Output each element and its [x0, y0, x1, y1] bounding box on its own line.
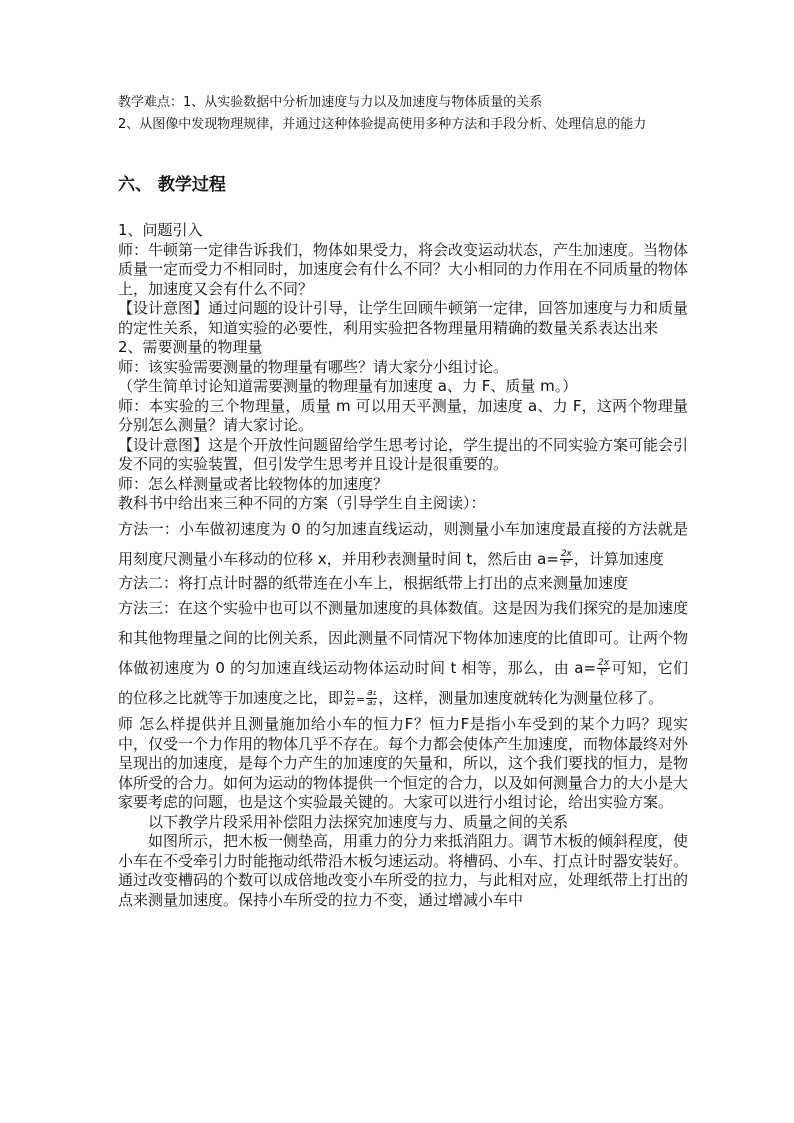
s1-title: 1、问题引入: [118, 221, 203, 239]
method1: [118, 514, 688, 574]
s2-paragraph2: （学生简单讨论知道需要测量的物理量有加速度 a、力 F、质量 m。）: [118, 377, 578, 395]
document-page: [118, 92, 688, 910]
formula-a-2x-t2-second: [597, 659, 610, 678]
s2-paragraph6: 教科书中给出来三种不同的方案（引导学生自主阅读）：: [118, 494, 486, 512]
formula3-right-numerator: a₁: [367, 688, 377, 698]
s2-paragraph1: 师：该实验需要测量的物理量有哪些？请大家分小组讨论。: [118, 357, 509, 376]
s1-paragraph1: 师：牛顿第一定律告诉我们，物体如果受力，将会改变运动状态，产生加速度。当物体质量一定而受力不相同时，加速度会有什么不同？大小相同的力作用在不同质量的物体上，加速度又会有什么不同？: [118, 240, 689, 298]
formula1-numerator: 2x: [560, 548, 572, 559]
s2-title: 2、需要测量的物理量: [118, 338, 263, 356]
formula3-left-denominator: x₂: [345, 698, 354, 708]
s2-paragraph3: 师：本实验的三个物理量，质量 m 可以用天平测量，加速度 a、力 F，这两个物理量分别怎么测量？请大家讨论。: [118, 396, 688, 434]
formula-a-ratio: [366, 689, 377, 708]
s2-paragraph9: 如图所示，把木板一侧垫高，用重力的分力来抵消阻力。调节木板的倾斜程度，使小车在不受牵引力时能拖动纸带沿木板匀速运动。将槽码、小车、打点计时器安装好。通过改变槽码的个数可以成倍地改变小车所受的拉力，与此相对应，处理纸带上打出的点来测量加速度。保持小车所受的拉力不变，通过增减小车中: [118, 832, 689, 909]
method1-text-a: 方法一：小车做初速度为 0 的匀加速直线运动，则测量小车加速度最直接的方法就是用刻度尺测量小车移动的位移 x，并用秒表测量时间 t，然后由 a=: [118, 519, 688, 568]
difficulty-line1: [118, 92, 688, 114]
formula-a-2x-t2: [560, 550, 573, 569]
s2-paragraph4: 【设计意图】这是个开放性问题留给学生思考讨论，学生提出的不同实验方案可能会引发不同的实验装置，但引发学生思考并且设计是很重要的。: [118, 435, 689, 473]
difficulty-item2: 2、从图像中发现物理规律，并通过这种体验提高使用多种方法和手段分析、处理信息的能力: [118, 117, 647, 132]
method3-text-a: 方法三：在这个实验中也可以不测量加速度的具体数值。这是因为我们探究的是加速度和其他物理量之间的比例关系，因此测量不同情况下物体加速度的比值即可。让两个物体做初速度为 0 的匀加速直线运动物体运动时间 t 相等，那么，由 a=: [118, 599, 689, 677]
formula-x-ratio: [344, 689, 355, 708]
s2-paragraph5: 师：怎么样测量或者比较物体的加速度？: [118, 474, 389, 493]
difficulty-label: 教学难点：: [118, 95, 184, 110]
section-title: 六、 教学过程: [118, 175, 226, 195]
method3-text-c: ，这样，测量加速度就转化为测量位移了。: [378, 689, 664, 707]
formula1-denominator: t²: [562, 558, 570, 569]
method1-text-b: ，计算加速度: [573, 549, 664, 568]
method2: 方法二：将打点计时器的纸带连在小车上，根据纸带上打出的点来测量加速度: [118, 573, 629, 592]
formula3-equals: =: [355, 693, 366, 706]
s1-paragraph2: 【设计意图】通过问题的设计引导，让学生回顾牛顿第一定律，回答加速度与力和质量的定性关系，知道实验的必要性，利用实验把各物理量用精确的数量关系表达出来: [118, 299, 689, 337]
difficulty-item1: 1、从实验数据中分析加速度与力以及加速度与物体质量的关系: [183, 95, 543, 110]
formula3-left-numerator: x₁: [345, 688, 354, 698]
formula3-right-denominator: a₂: [367, 698, 377, 708]
s2-paragraph8: 以下教学片段采用补偿阻力法探究加速度与力、质量之间的关系: [148, 812, 569, 831]
formula2-numerator: 2x: [598, 658, 610, 668]
s2-paragraph7: 师 怎么样提供并且测量施加给小车的恒力F？恒力F是指小车受到的某个力吗？现实中，仅受一个力作用的物体几乎不存在。每个力都会使体产生加速度，而物体最终对外呈现出的加速度，是每个力产生的加速度的矢量和，所以，这个我们要找的恒力，是物体所受的合力。如何为运动的物体提供一个恒定的合力，以及如何测量合力的大小是大家要考虑的问题，也是这个实验最关键的。大家可以进行小组讨论，给出实验方案。: [118, 715, 689, 811]
method3: [118, 593, 688, 715]
formula2-denominator: t²: [600, 668, 608, 678]
method3-text-b: 可知，它们的位移之比就等于加速度之比，即: [118, 659, 688, 707]
